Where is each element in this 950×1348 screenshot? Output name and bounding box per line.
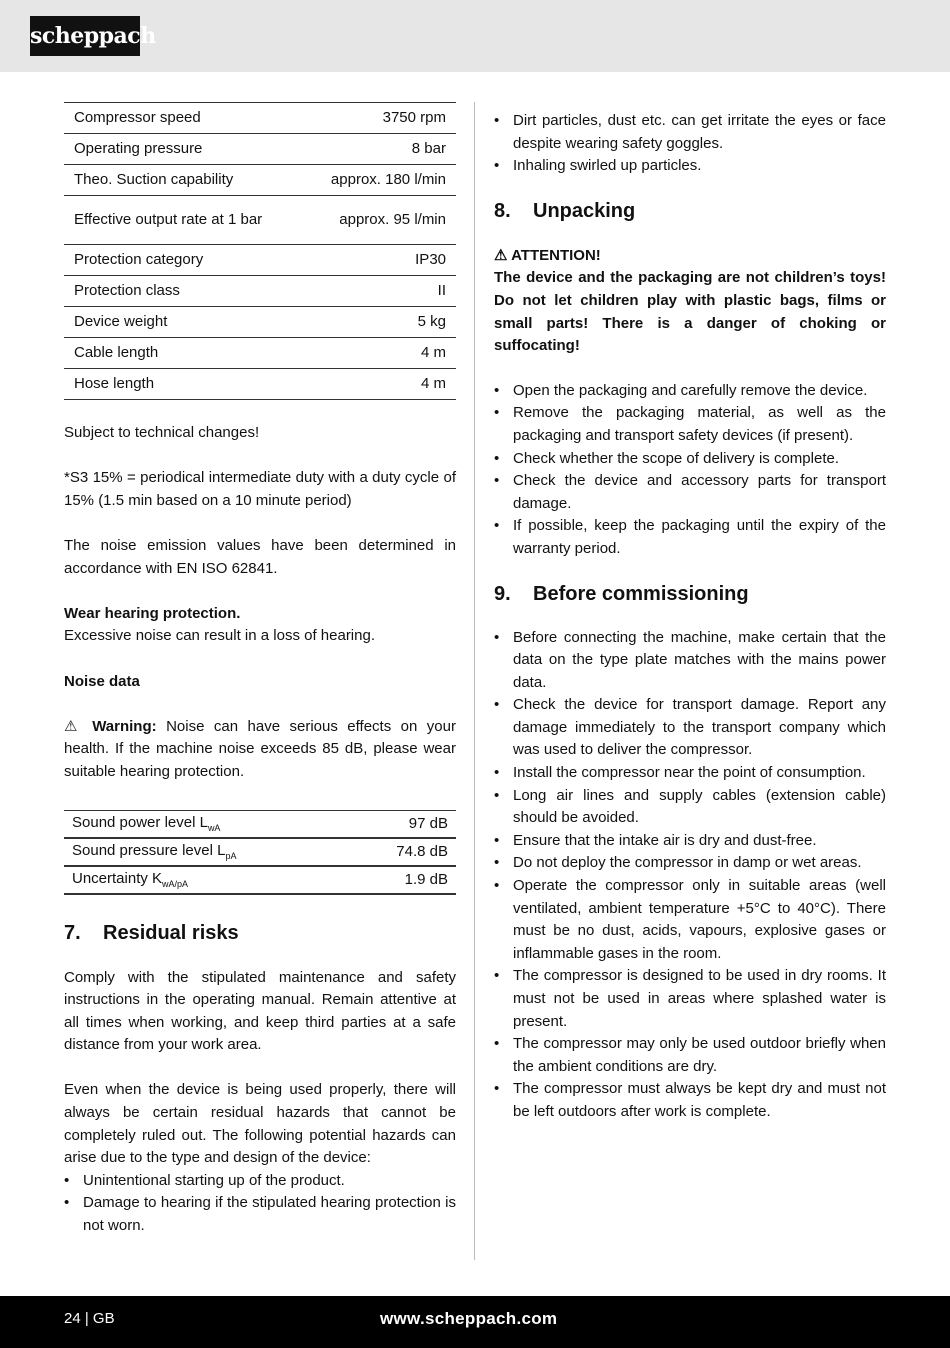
spec-label: Protection class: [64, 276, 302, 307]
page-number: 24 | GB: [64, 1310, 115, 1327]
list-item: • Before connecting the machine, make certain that the data on the type plate matches with the mains power data.: [494, 627, 886, 695]
list-item: • The compressor may only be used outdoor briefly when the ambient conditions are dry.: [494, 1033, 886, 1078]
spec-value: 4 m: [302, 369, 456, 400]
spec-label: Effective output rate at 1 bar: [64, 196, 302, 245]
list-item: • Dirt particles, dust etc. can get irritate the eyes or face despite wearing safety goggles.: [494, 110, 886, 155]
wear-hearing-text: Excessive noise can result in a loss of hearing.: [64, 627, 375, 645]
spec-value: 8 bar: [302, 134, 456, 165]
noise-data-table: [64, 810, 456, 895]
noise-label: Sound power level $L_{wA}$: [64, 810, 349, 838]
attention-label: ⚠ ATTENTION!: [494, 246, 601, 264]
wear-hearing-heading: Wear hearing protection.: [64, 604, 241, 622]
table-row: [64, 307, 456, 338]
list-item: • Check the device for transport damage. Report any damage immediately to the transport company which was used to deliver the compressor.: [494, 694, 886, 762]
spec-value: approx. 180 l/min: [302, 165, 456, 196]
website-link[interactable]: www.scheppach.com: [380, 1309, 558, 1328]
list-item: • Check whether the scope of delivery is complete.: [494, 448, 886, 471]
left-column: [64, 102, 456, 1238]
noise-label: Uncertainty $K_{wA/pA}$: [64, 866, 349, 894]
table-row: [64, 810, 456, 838]
spec-label: Cable length: [64, 338, 302, 369]
commissioning-list: [494, 627, 886, 1124]
warning-icon: ⚠: [64, 717, 83, 735]
table-row: [64, 103, 456, 134]
table-row: [64, 866, 456, 894]
list-item: • Do not deploy the compressor in damp or wet areas.: [494, 852, 886, 875]
spec-label: Theo. Suction capability: [64, 165, 302, 196]
list-item: • Open the packaging and carefully remove the device.: [494, 380, 886, 403]
page-header: [0, 0, 950, 72]
table-row: [64, 196, 456, 245]
noise-value: 1.9 dB: [349, 866, 456, 894]
list-item: • Damage to hearing if the stipulated hearing protection is not worn.: [64, 1192, 456, 1237]
unpacking-list: [494, 380, 886, 561]
list-item: • Unintentional starting up of the product.: [64, 1170, 456, 1193]
spec-value: 4 m: [302, 338, 456, 369]
spec-label: Operating pressure: [64, 134, 302, 165]
residual-risks-list: [64, 1170, 456, 1238]
table-row: [64, 369, 456, 400]
noise-warning: [64, 716, 456, 784]
list-item: • Long air lines and supply cables (extension cable) should be avoided.: [494, 785, 886, 830]
hazard-list: [494, 110, 886, 178]
list-item: • The compressor must always be kept dry and must not be left outdoors after work is complete.: [494, 1078, 886, 1123]
warning-text: Noise can have serious effects on your health. If the machine noise exceeds 85 dB, please wear suitable hearing protection.: [64, 717, 456, 780]
spec-value: 3750 rpm: [302, 103, 456, 134]
table-row: [64, 245, 456, 276]
warning-label: Warning:: [92, 717, 157, 735]
table-row: [64, 338, 456, 369]
list-item: • The compressor is designed to be used in dry rooms. It must not be used in areas where splashed water is present.: [494, 965, 886, 1033]
attention-text: The device and the packaging are not children’s toys! Do not let children play with plastic bags, films or small parts! There is a danger of choking or suffocating!: [494, 269, 886, 355]
duty-cycle-note: *S3 15% = periodical intermediate duty with a duty cycle of 15% (1.5 min based on a 10 minute period): [64, 469, 456, 509]
technical-changes-note: Subject to technical changes!: [64, 424, 260, 441]
noise-data-heading: Noise data: [64, 672, 140, 690]
noise-label: Sound pressure level $L_{pA}$: [64, 838, 349, 866]
list-item: • Install the compressor near the point of consumption.: [494, 762, 886, 785]
noise-value: 97 dB: [349, 810, 456, 838]
before-commissioning-heading: 9. Before commissioning: [494, 582, 749, 605]
table-row: [64, 165, 456, 196]
spec-label: Hose length: [64, 369, 302, 400]
unpacking-heading: 8. Unpacking: [494, 199, 636, 222]
right-column: [494, 110, 886, 1124]
residual-risks-heading: 7. Residual risks: [64, 921, 239, 944]
column-divider: [474, 102, 475, 1260]
list-item: • Ensure that the intake air is dry and dust-free.: [494, 830, 886, 853]
table-row: [64, 276, 456, 307]
spec-value: approx. 95 l/min: [302, 196, 456, 245]
list-item: • Inhaling swirled up particles.: [494, 155, 886, 178]
residual-risks-hazards: Even when the device is being used properly, there will always be certain residual hazards that cannot be completely ruled out. The following potential hazards can arise due to the type and design of the device:: [64, 1081, 456, 1167]
table-row: [64, 134, 456, 165]
list-item: • Remove the packaging material, as well as the packaging and transport safety devices (if present).: [494, 402, 886, 447]
noise-emission-note: The noise emission values have been determined in accordance with EN ISO 62841.: [64, 536, 456, 577]
list-item: • Operate the compressor only in suitable areas (well ventilated, ambient temperature +5°C to 40°C). There must be no dust, acids, vapours, explosive gases or inflammable gases in the room.: [494, 875, 886, 965]
noise-value: 74.8 dB: [349, 838, 456, 866]
residual-risks-intro: Comply with the stipulated maintenance and safety instructions in the operating manual. Remain attentive at all times when working, and keep third parties at a safe distance from your work area.: [64, 968, 456, 1054]
spec-value: IP30: [302, 245, 456, 276]
page-footer: [0, 1296, 950, 1348]
spec-label: Protection category: [64, 245, 302, 276]
table-row: [64, 838, 456, 866]
spec-label: Compressor speed: [64, 103, 302, 134]
warning-icon: ⚠: [494, 246, 508, 264]
technical-data-table: [64, 102, 456, 400]
spec-value: 5 kg: [302, 307, 456, 338]
list-item: • Check the device and accessory parts for transport damage.: [494, 470, 886, 515]
spec-value: II: [302, 276, 456, 307]
spec-label: Device weight: [64, 307, 302, 338]
list-item: • If possible, keep the packaging until the expiry of the warranty period.: [494, 515, 886, 560]
scheppach-logo: scheppach: [30, 16, 140, 56]
